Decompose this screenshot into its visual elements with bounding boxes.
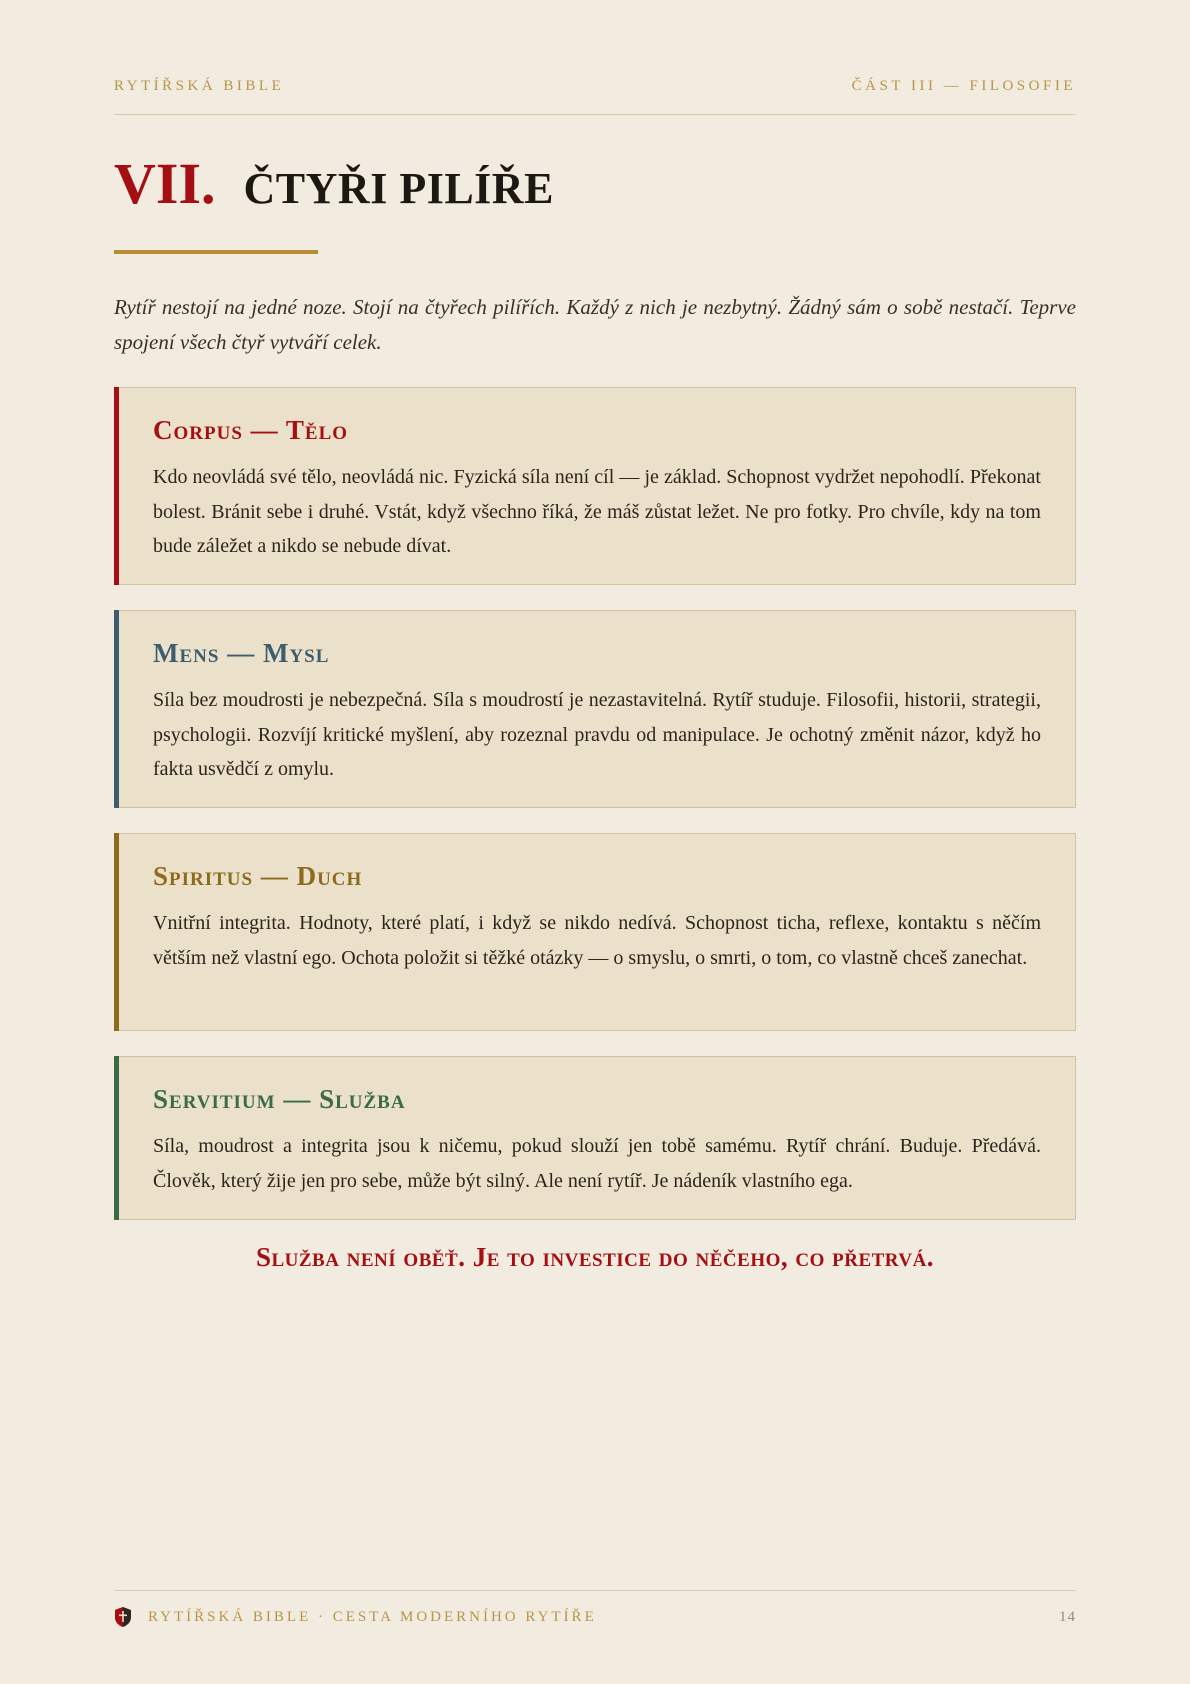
- pillar-card-mens: [114, 610, 1076, 808]
- header-part-title: ČÁST III — FILOSOFIE: [851, 78, 1076, 94]
- closing-motto: Služba není oběť. Je to investice do něčeho, co přetrvá.: [255, 1242, 935, 1272]
- pillar-card-servitium: [114, 1056, 1076, 1220]
- footer-divider: [114, 1590, 1076, 1591]
- shield-icon: [114, 1606, 132, 1628]
- running-header: [114, 78, 1076, 95]
- pillar-accent-bar: [114, 833, 119, 1031]
- pillar-text: Síla bez moudrosti je nebezpečná. Síla s moudrostí je nezastavitelná. Rytíř studuje. Filosofii, historii, strategii, psychologii. Rozvíjí kritické myšlení, aby rozeznal pravdu od manipulace. Je ochotný změnit názor, když ho fakta usvědčí z omylu.: [153, 689, 1041, 780]
- title-underline: [114, 250, 318, 254]
- footer-left: [114, 1606, 597, 1628]
- header-divider: [114, 114, 1076, 115]
- pillar-accent-bar: [114, 387, 119, 585]
- running-footer: [114, 1606, 1076, 1628]
- chapter-number: VII.: [114, 151, 216, 216]
- footer-book-title: RYTÍŘSKÁ BIBLE · CESTA MODERNÍHO RYTÍŘE: [148, 1608, 597, 1625]
- chapter-heading: [114, 150, 554, 217]
- header-book-title: RYTÍŘSKÁ BIBLE: [114, 78, 285, 94]
- pillar-text: Vnitřní integrita. Hodnoty, které platí, i když se nikdo nedívá. Schopnost ticha, reflexe, kontaktu s něčím větším než vlastní ego. Ochota položit si těžké otázky — o smyslu, o smrti, o tom, co vlastně chceš zanechat.: [153, 912, 1041, 969]
- pillar-title: Mens — Mysl: [153, 638, 330, 668]
- pillar-title: Spiritus — Duch: [153, 861, 363, 891]
- pillar-accent-bar: [114, 610, 119, 808]
- pillar-text: Kdo neovládá své tělo, neovládá nic. Fyzická síla není cíl — je základ. Schopnost vydržet nepohodlí. Překonat bolest. Bránit sebe i druhé. Vstát, když všechno říká, že máš zůstat ležet. Ne pro fotky. Pro chvíle, kdy na tom bude záležet a nikdo se nebude dívat.: [153, 466, 1041, 557]
- page-number: 14: [1059, 1608, 1076, 1625]
- intro-paragraph: Rytíř nestojí na jedné noze. Stojí na čtyřech pilířích. Každý z nich je nezbytný. Žádný sám o sobě nestačí. Teprve spojení všech čtyř vytváří celek.: [114, 295, 1076, 354]
- pillar-card-spiritus: [114, 833, 1076, 1031]
- pillar-title: Servitium — Služba: [153, 1084, 406, 1114]
- pillar-card-corpus: [114, 387, 1076, 585]
- chapter-title: ČTYŘI PILÍŘE: [243, 164, 554, 213]
- pillar-title: Corpus — Tělo: [153, 415, 349, 445]
- pillar-text: Síla, moudrost a integrita jsou k ničemu, pokud slouží jen tobě samému. Rytíř chrání. Buduje. Předává. Člověk, který žije jen pro sebe, může být silný. Ale není rytíř. Je nádeník vlastního ega.: [153, 1135, 1041, 1192]
- pillar-accent-bar: [114, 1056, 119, 1220]
